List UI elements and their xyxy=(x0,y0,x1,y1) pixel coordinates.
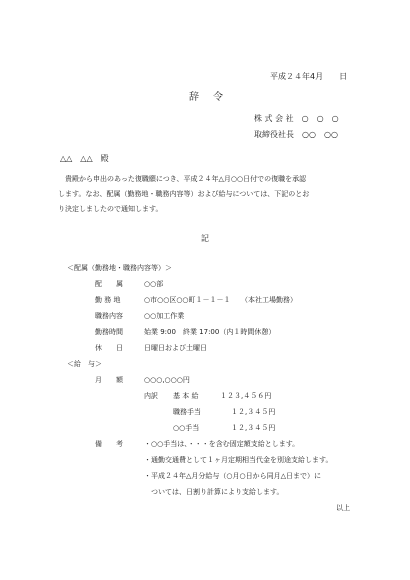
assignment-heading: ＜配属（勤務地・職務内容等）＞ xyxy=(67,264,172,272)
issue-date: 平成２４年4月 日 xyxy=(270,72,348,81)
breakdown-label-duty: 職務手当 xyxy=(173,408,201,416)
breakdown-prefix: 内訳 xyxy=(144,392,158,400)
breakdown-amount-base: １２３,４５６円 xyxy=(220,392,272,400)
remark-3: ・平成２４年△月分給与（○月○日から同月△日まで）に xyxy=(144,472,321,480)
assignment-value-holidays: 日曜日および土曜日 xyxy=(144,344,207,352)
ki-heading: 記 xyxy=(201,234,209,243)
remark-2: ・通勤交通費として１ヶ月定期相当代金を別途支給します。 xyxy=(144,456,333,464)
assignment-label-holidays: 休 日 xyxy=(95,344,123,352)
assignment-label-dept: 配 属 xyxy=(95,280,123,288)
assignment-value-dept: ○○部 xyxy=(144,280,164,288)
remarks-label: 備 考 xyxy=(95,440,123,448)
salary-heading: ＜給 与＞ xyxy=(67,360,102,368)
assignment-value-hours: 始業 9:00 終業 17:00（内１時間休憩） xyxy=(144,328,276,336)
company-name: 株 式 会 社 ○ ○ ○ xyxy=(254,114,339,123)
breakdown-label-base: 基 本 給 xyxy=(173,392,199,400)
closing: 以上 xyxy=(336,504,350,512)
monthly-label: 月 額 xyxy=(95,376,123,384)
assignment-label-duties: 職務内容 xyxy=(95,312,123,320)
breakdown-label-other: ○○手当 xyxy=(173,424,200,432)
breakdown-amount-other: １２,３４５円 xyxy=(231,424,276,432)
remark-1: ・○○手当は、・・・を含む固定額支給とします。 xyxy=(144,440,300,448)
body-line-1: 貴殿から申出のあった復職願につき、平成２４年△月○○日付での復職を承認 xyxy=(65,175,307,183)
body-line-2: します。なお、配属（勤務地・職務内容等）および給与については、下記のとお xyxy=(58,190,310,198)
assignment-value-location: ○市○○区○○町１－１－１ （本社工場勤務） xyxy=(144,296,298,304)
assignment-label-location: 勤 務 地 xyxy=(95,296,121,304)
breakdown-amount-duty: １２,３４５円 xyxy=(231,408,276,416)
addressee: △△ △△ 殿 xyxy=(60,154,109,163)
remark-4: ついては、日割り計算により支給します。 xyxy=(144,488,284,496)
assignment-value-duties: ○○加工作業 xyxy=(144,312,185,320)
representative: 取締役社長 ○○ ○○ xyxy=(254,130,338,139)
body-line-3: り決定しましたので通知します。 xyxy=(58,205,163,213)
monthly-value: ○○○,○○○円 xyxy=(144,376,190,384)
document-title: 辞 令 xyxy=(189,92,225,103)
assignment-label-hours: 勤務時間 xyxy=(95,328,123,336)
